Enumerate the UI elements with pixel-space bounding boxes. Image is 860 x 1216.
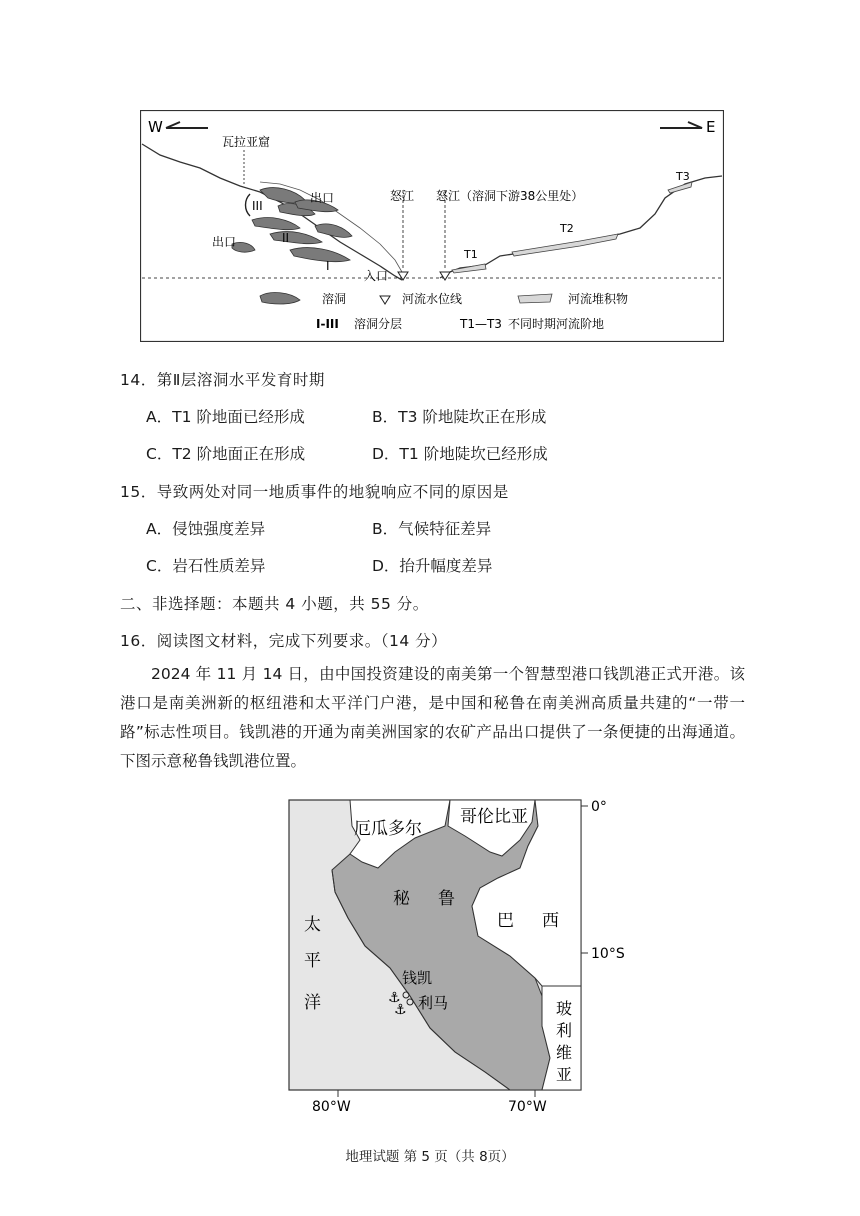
anchor-icon-lima: ⚓ xyxy=(394,1002,407,1018)
label-lat-10s: 10°S xyxy=(591,946,625,962)
west-label: W xyxy=(148,118,163,136)
label-pacific-2: 平 xyxy=(304,951,321,971)
label-bolivia-2: 利 xyxy=(556,1021,573,1040)
q14-option-c: C．T2 阶地面正在形成 xyxy=(146,445,306,463)
river-left-label: 怒江 xyxy=(390,189,415,203)
q15-option-d: D．抬升幅度差异 xyxy=(372,557,493,575)
anchor-icon-chancay: ⚓ xyxy=(388,990,401,1006)
terrace-t3-label: T3 xyxy=(676,170,690,183)
layer-I-label: I xyxy=(326,259,330,273)
peru-map xyxy=(280,796,625,1118)
page-footer: 地理试题 第 5 页（共 8页） xyxy=(345,1149,515,1165)
q14-option-d: D．T1 阶地陡坎已经形成 xyxy=(372,445,548,463)
cross-section-figure xyxy=(140,110,724,342)
legend-cave-label: 溶洞 xyxy=(322,292,347,306)
q16-paragraph: 2024 年 11 月 14 日，由中国投资建设的南美第一个智慧型港口钱凯港正式开港。该港口是南美洲新的枢纽港和太平洋门户港，是中国和秘鲁在南美洲高质量共建的“一带一路”标志性项目。钱凯港的开通为南美洲国家的农矿产品出口提供了一条便捷的出海通道。下图示意秘鲁钱凯港位置。 xyxy=(120,665,745,770)
label-chancay: 钱凯 xyxy=(402,969,433,987)
terrace-t1-label: T1 xyxy=(464,248,478,261)
legend-layers-label: 溶洞分层 xyxy=(354,317,403,331)
q15-stem: 15．导致两处对同一地质事件的地貌响应不同的原因是 xyxy=(120,483,509,501)
exit-label-lower: 出口 xyxy=(212,235,237,249)
legend-sediment-label: 河流堆积物 xyxy=(568,292,629,306)
terrace-t2-label: T2 xyxy=(560,222,574,235)
label-lat-0: 0° xyxy=(591,799,607,815)
label-pacific-1: 太 xyxy=(304,915,321,935)
river-right-label: 怒江（溶洞下游38公里处） xyxy=(436,189,584,203)
q15-option-a: A．侵蚀强度差异 xyxy=(146,520,266,538)
section-2-heading: 二、非选择题：本题共 4 小题，共 55 分。 xyxy=(120,595,429,613)
legend-layers-key: I-III xyxy=(316,317,339,331)
q14-stem: 14．第Ⅱ层溶洞水平发育时期 xyxy=(120,371,325,389)
layer-II-label: II xyxy=(282,231,290,245)
q16-stem: 16．阅读图文材料，完成下列要求。（14 分） xyxy=(120,632,448,650)
exit-label-upper: 出口 xyxy=(310,191,335,205)
q14-option-b: B．T3 阶地陡坎正在形成 xyxy=(372,408,547,426)
legend-terraces-key: T1—T3 xyxy=(460,317,502,331)
legend-sediment-swatch xyxy=(518,294,552,303)
label-lima: 利马 xyxy=(418,994,449,1012)
layer-III-label: III xyxy=(252,199,263,213)
label-peru-2: 鲁 xyxy=(438,889,455,909)
label-brazil-2: 西 xyxy=(542,911,559,931)
label-bolivia-1: 玻 xyxy=(556,999,573,1018)
legend-water-label: 河流水位线 xyxy=(402,292,463,306)
cave-name-label: 瓦拉亚窟 xyxy=(222,135,271,149)
q15-option-b: B．气候特征差异 xyxy=(372,520,492,538)
label-ecuador: 厄瓜多尔 xyxy=(354,819,422,839)
label-bolivia-4: 亚 xyxy=(556,1065,573,1084)
label-bolivia-3: 维 xyxy=(556,1043,573,1062)
q15-option-c: C．岩石性质差异 xyxy=(146,557,266,575)
label-brazil-1: 巴 xyxy=(497,911,514,931)
label-colombia: 哥伦比亚 xyxy=(460,807,528,827)
legend-terraces-label: 不同时期河流阶地 xyxy=(508,317,605,331)
east-label: E xyxy=(706,118,716,136)
entrance-label: 入口 xyxy=(364,269,389,283)
label-lon-70w: 70°W xyxy=(508,1099,547,1115)
q14-option-a: A．T1 阶地面已经形成 xyxy=(146,408,305,426)
label-peru-1: 秘 xyxy=(393,889,410,909)
label-pacific-3: 洋 xyxy=(304,993,321,1013)
label-lon-80w: 80°W xyxy=(312,1099,351,1115)
